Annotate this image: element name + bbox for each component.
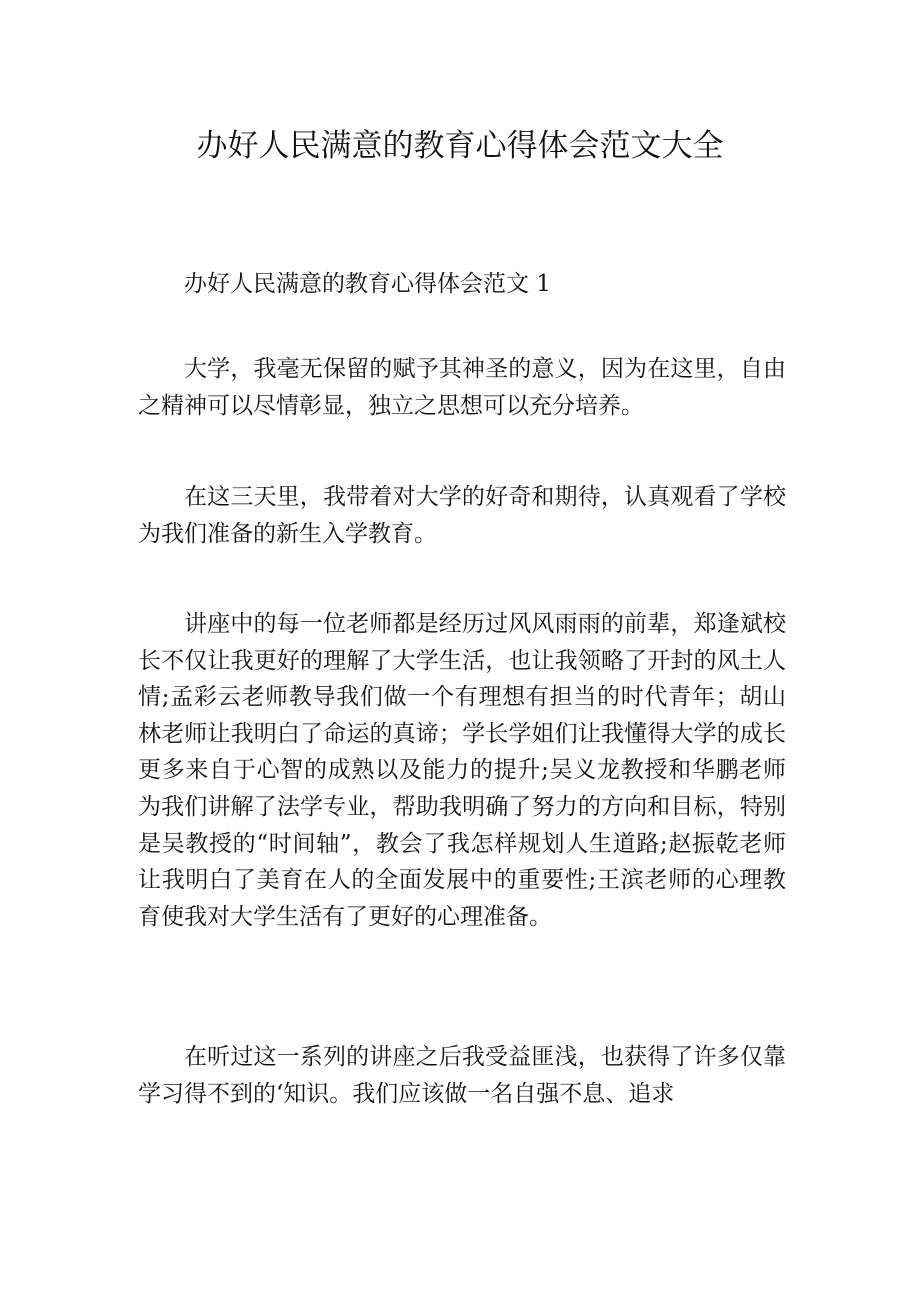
document-title: 办好人民满意的教育心得体会范文大全 [196,128,724,164]
section-heading: 办好人民满意的教育心得体会范文 1 [184,271,551,297]
paragraph-1: 大学，我毫无保留的赋予其神圣的意义，因为在这里，自由之精神可以尽情彰显，独立之思想可以充分培养。 [138,356,786,419]
paragraph-3: 讲座中的每一位老师都是经历过风风雨雨的前辈，郑逢斌校长不仅让我更好的理解了大学生活，也让我领略了开封的风土人情;孟彩云老师教导我们做一个有理想有担当的时代青年；胡山林老师让我明白了命运的真谛；学长学姐们让我懂得大学的成长更多来自于心智的成熟以及能力的提升;吴义龙教授和华鹏老师为我们讲解了法学专业，帮助我明确了努力的方向和目标，特别是吴教授的“时间轴”，教会了我怎样规划人生道路;赵振乾老师让我明白了美育在人的全面发展中的重要性;王滨老师的心理教育使我对大学生活有了更好的心理准备。 [138,611,786,930]
paragraph-2: 在这三天里，我带着对大学的好奇和期待，认真观看了学校为我们准备的新生入学教育。 [138,484,786,547]
paragraph-4: 在听过这一系列的讲座之后我受益匪浅，也获得了许多仅靠学习得不到的‘知识。我们应该做一名自强不息、追求 [138,1044,786,1107]
